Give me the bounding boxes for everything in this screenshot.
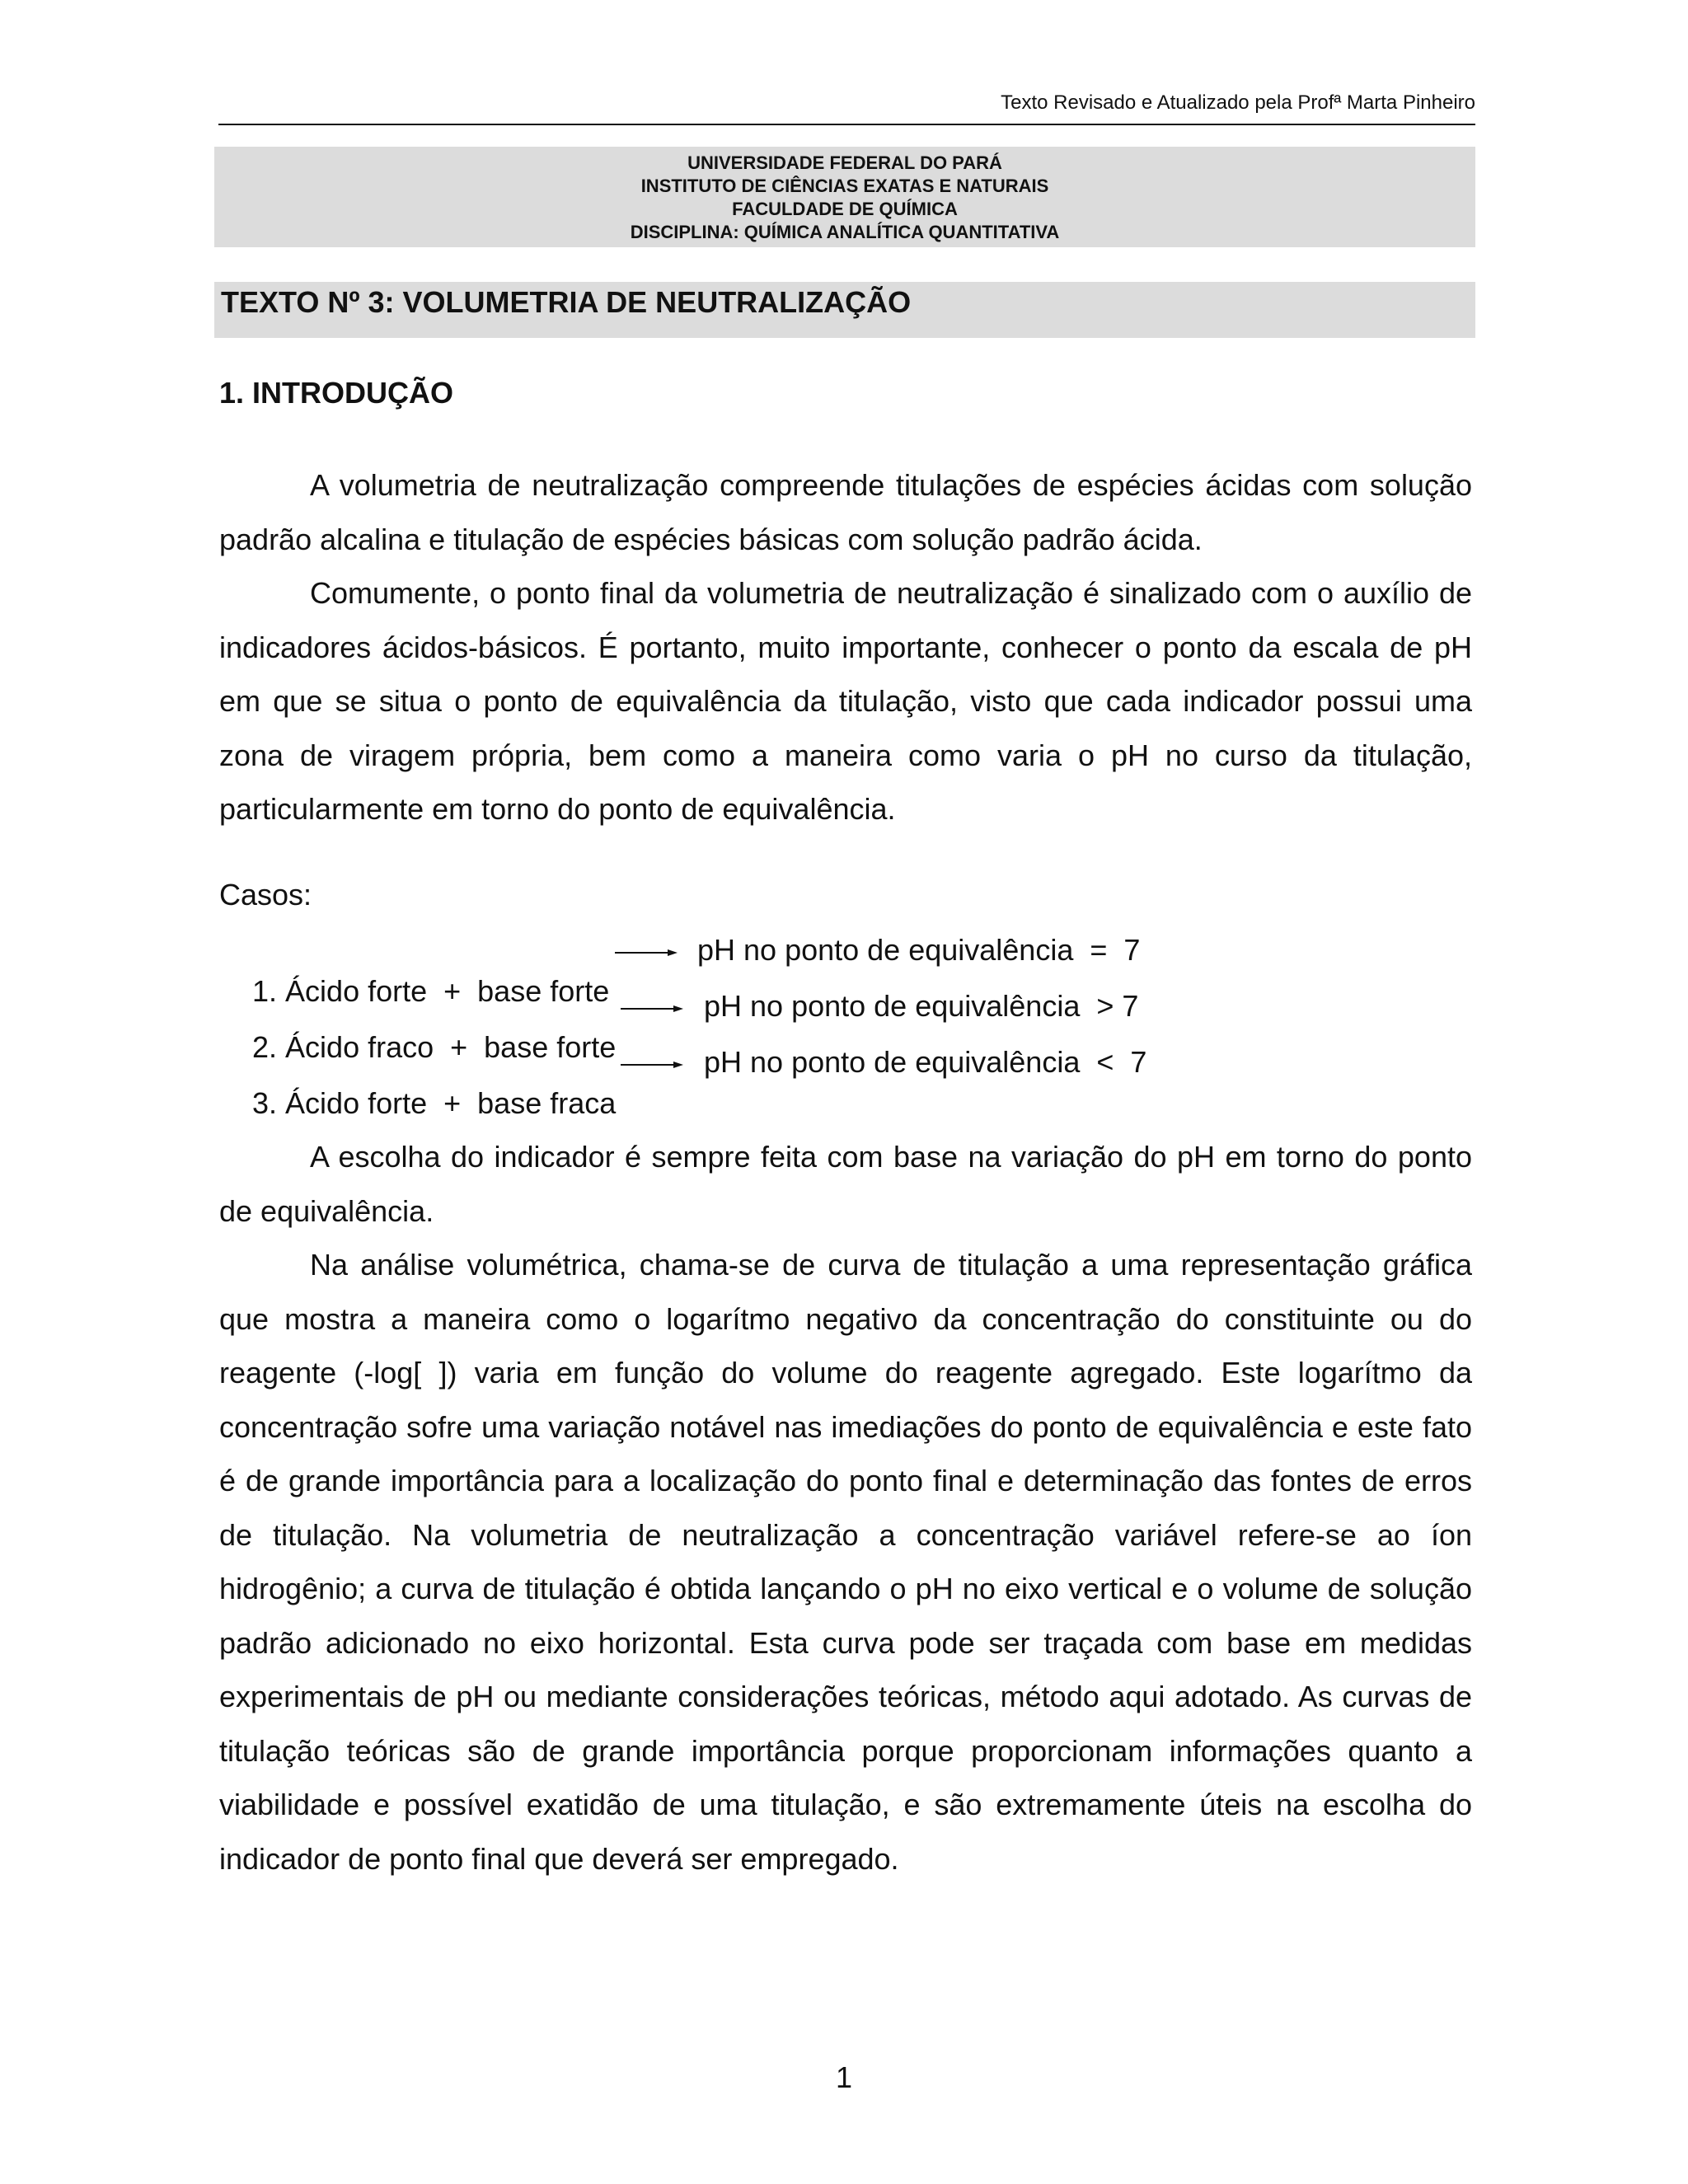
right-arrow-icon [621,1061,683,1069]
institution-line-institute: INSTITUTO DE CIÊNCIAS EXATAS E NATURAIS [640,176,1049,196]
institution-line-faculty: FACULDADE DE QUÍMICA [732,199,958,219]
paragraph-4: Na análise volumétrica, chama-se de curva de titulação a uma representação gráfica que mostra a maneira como o logarítmo negativo da concentração do constituinte ou do reagente (-log[ ]) varia em função do volume do reagente agregado. Este logarítmo da concentração sofre uma variação notável nas imediações do ponto de equivalência e este fato é de grande importância para a localização do ponto final e determinação das fontes de erros de titulação. Na volumetria de neutralização a concentração variável refere-se ao íon hidrogênio; a curva de titulação é obtida lançando o pH no eixo vertical e o volume de solução padrão adicionado no eixo horizontal. Esta curva pode ser traçada com base em medidas experimentais de pH ou mediante considerações teóricas, método aqui adotado. As curvas de titulação teóricas são de grande importância porque proporcionam informações quanto a viabilidade e possível exatidão de uma titulação, e são extremamente úteis na escolha do indicador de ponto final que deverá ser empregado. [219,1248,1472,1876]
page-number: 1 [835,2060,853,2094]
header-rule [218,124,1475,125]
right-arrow-icon [621,1005,683,1013]
paragraph-1: A volumetria de neutralização compreende titulações de espécies ácidas com solução padrão alcalina e titulação de espécies básicas com solução padrão ácida. [219,468,1472,556]
running-head: Texto Revisado e Atualizado pela Profª Marta Pinheiro [1001,91,1475,114]
right-arrow-icon [615,949,678,957]
paragraph-3: A escolha do indicador é sempre feita com base na variação do pH em torno do ponto de equivalência. [219,1140,1472,1228]
paragraph-2: Comumente, o ponto final da volumetria de neutralização é sinalizado com o auxílio de indicadores ácidos-básicos. É portanto, muito importante, conhecer o ponto da escala de pH em que se situa o ponto de equivalência da titulação, visto que cada indicador possui uma zona de viragem própria, bem como a maneira como varia o pH no curso da titulação, particularmente em torno do ponto de equivalência. [219,576,1472,826]
institution-box [214,147,1475,247]
cases-label: Casos: [219,878,312,912]
case-1-reactants: 1. Ácido forte + base forte [252,974,610,1008]
case-2-result: pH no ponto de equivalência > 7 [704,989,1139,1023]
document-title: TEXTO Nº 3: VOLUMETRIA DE NEUTRALIZAÇÃO [214,282,1475,338]
case-3-result: pH no ponto de equivalência < 7 [704,1045,1147,1079]
institution-line-discipline: DISCIPLINA: QUÍMICA ANALÍTICA QUANTITATIVA [630,222,1060,242]
section-heading: 1. INTRODUÇÃO [219,376,454,410]
institution-line-university: UNIVERSIDADE FEDERAL DO PARÁ [687,152,1002,173]
case-2-reactants: 2. Ácido fraco + base forte [252,1030,617,1064]
case-3-reactants: 3. Ácido forte + base fraca [252,1086,617,1120]
case-1-result: pH no ponto de equivalência = 7 [697,933,1141,967]
